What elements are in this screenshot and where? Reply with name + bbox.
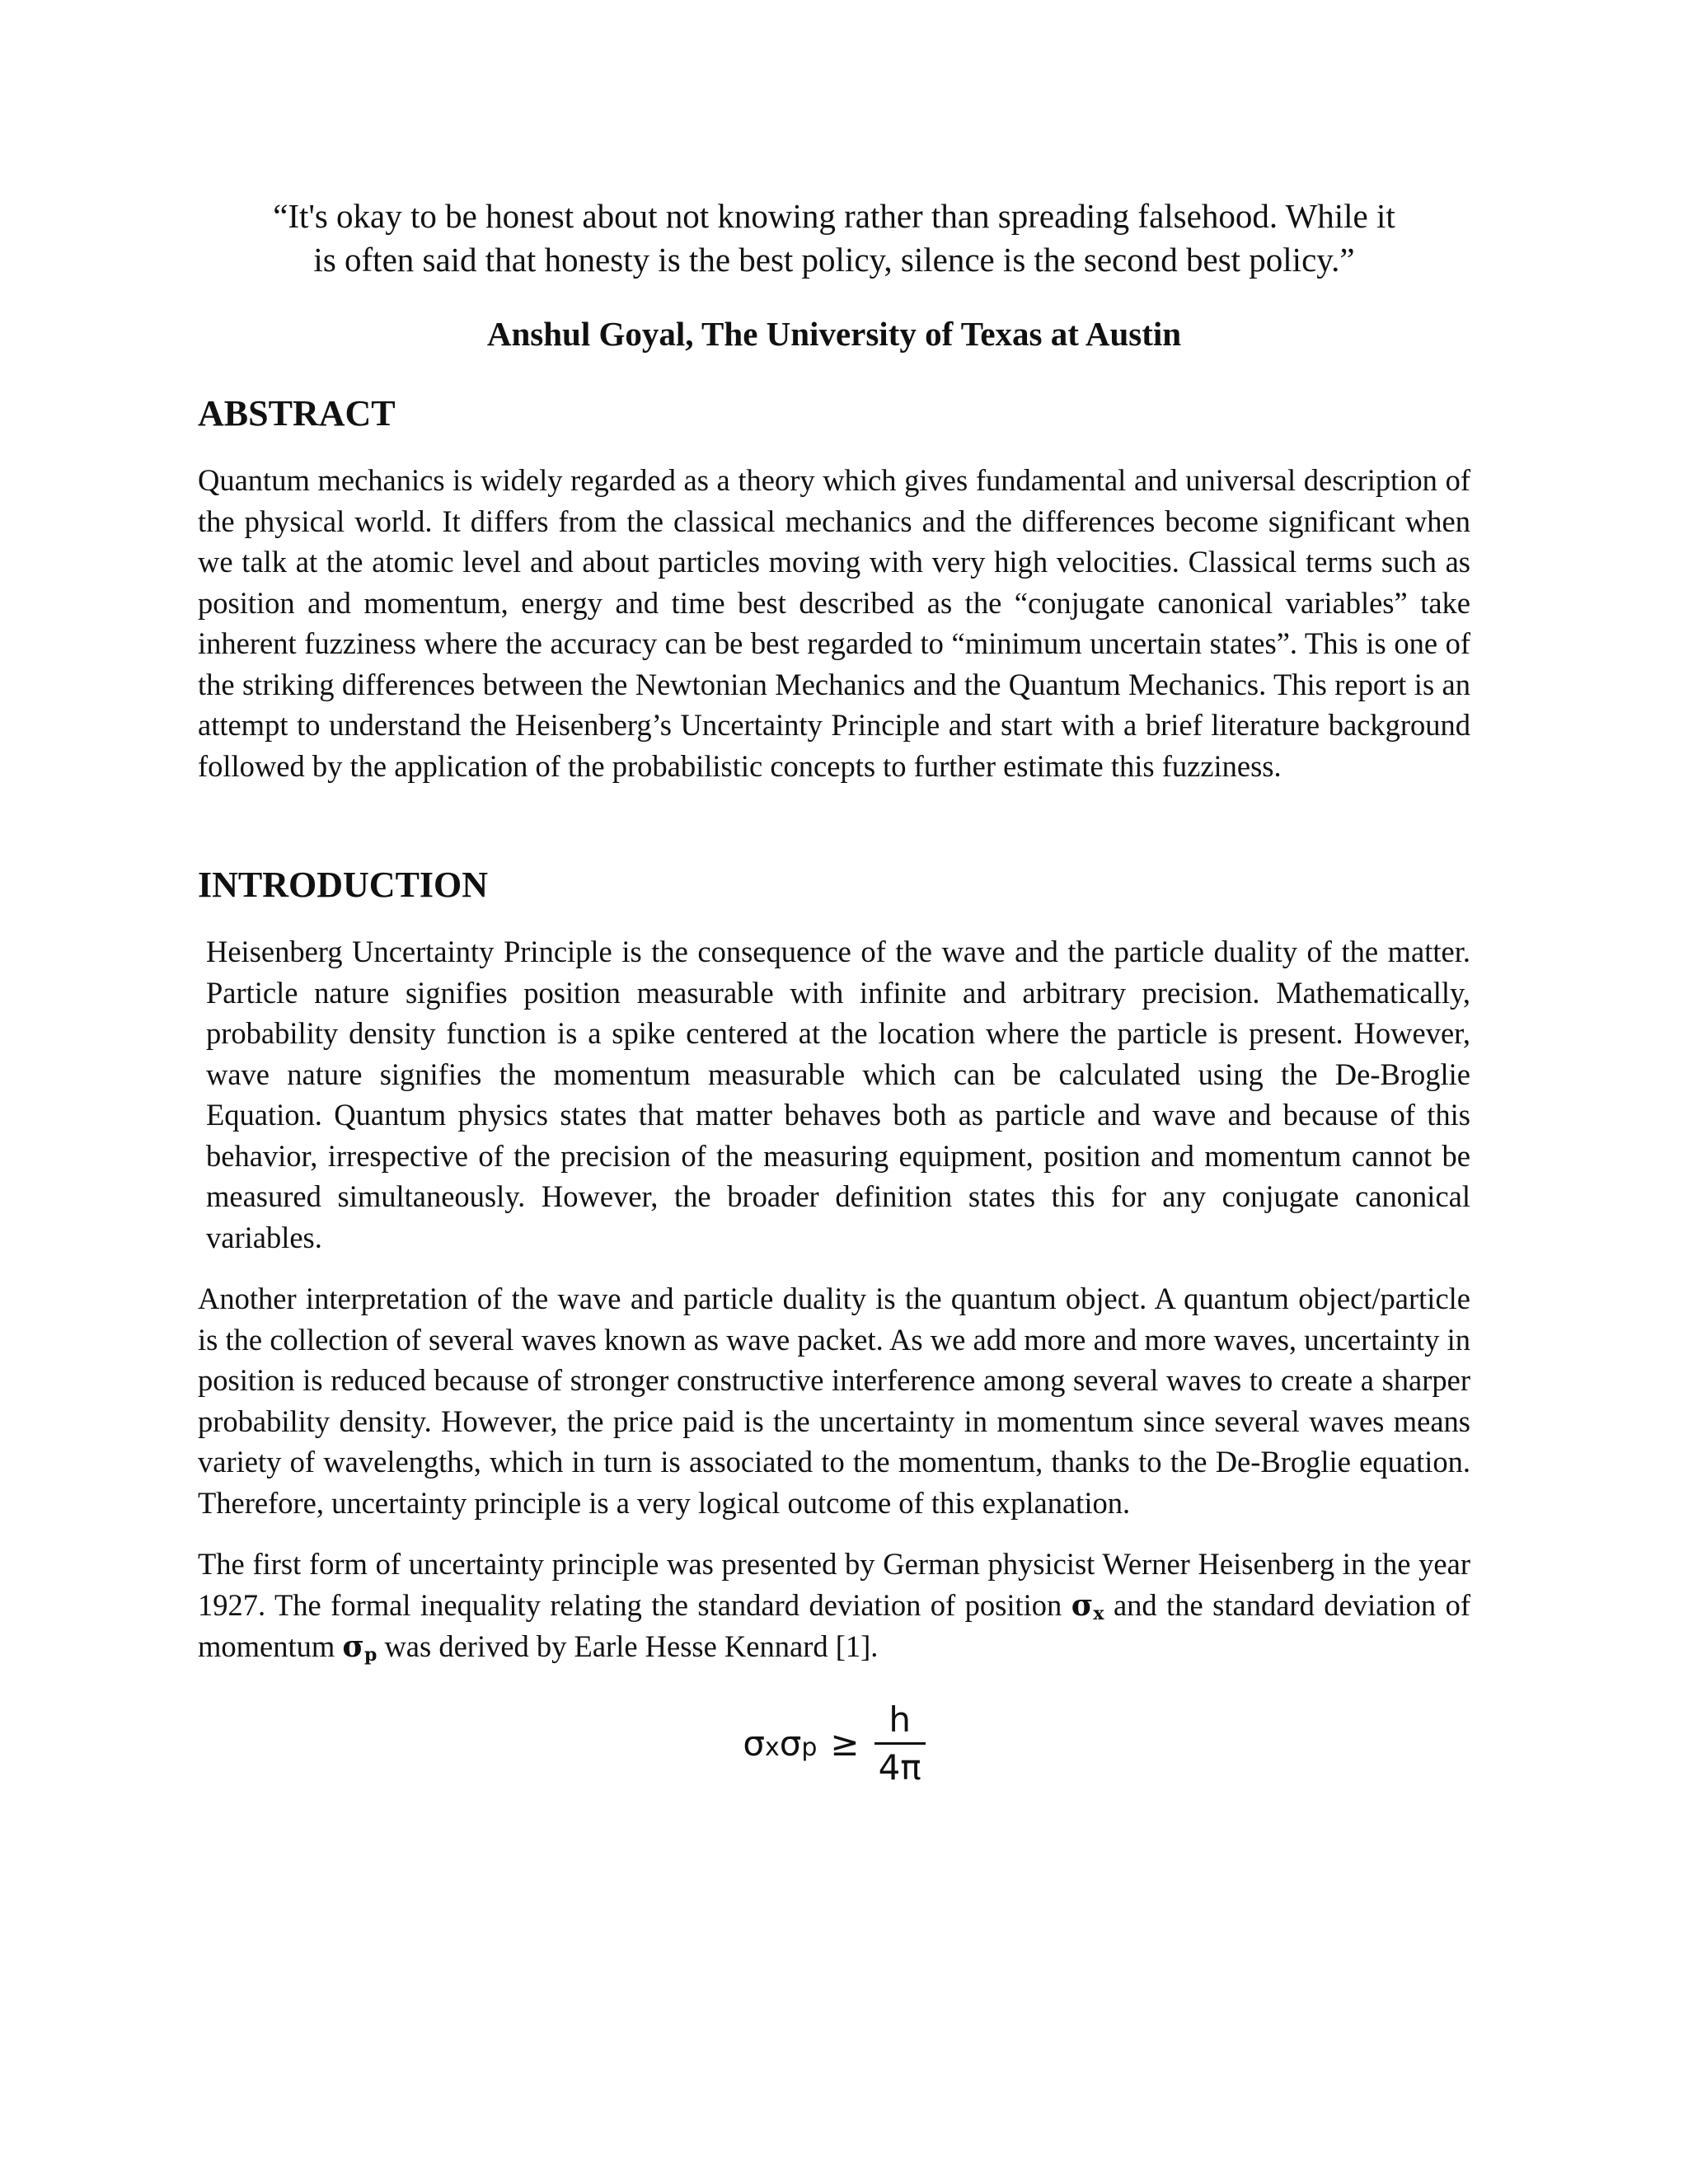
intro-paragraph-3-text-a: The first form of uncertainty principle was presented by German physicist Werner Heisenberg in the year 1927. The formal inequality relating the standard deviation of position (198, 1547, 1470, 1622)
equation-operator: ≥ (830, 1722, 860, 1764)
epigraph-line-1: “It's okay to be honest about not knowing rather than spreading falsehood. While it (273, 197, 1395, 235)
sigma-x-symbol: $\sigma_x$ (1071, 1587, 1104, 1624)
epigraph-line-2: is often said that honesty is the best policy, silence is the second best policy.” (313, 241, 1355, 279)
epigraph-quote (198, 194, 1470, 282)
abstract-heading: ABSTRACT (198, 393, 396, 434)
introduction-heading: INTRODUCTION (198, 865, 489, 905)
intro-paragraph-3-text-c: was derived by Earle Hesse Kennard [1]. (377, 1629, 879, 1663)
equation-fraction (874, 1699, 926, 1788)
equation-sigma-2: σ (779, 1722, 802, 1764)
equation-sigma-1: σ (743, 1722, 765, 1764)
intro-paragraph-3 (198, 1544, 1470, 1668)
sigma-p-symbol: $\sigma_p$ (342, 1629, 377, 1666)
equation-denominator: 4π (878, 1746, 921, 1788)
document-page (198, 194, 1470, 1788)
author-line: Anshul Goyal, The University of Texas at Austin (486, 315, 1182, 353)
intro-paragraph-1: Heisenberg Uncertainty Principle is the consequence of the wave and the particle duality of the matter. Particle nature signifies position measurable with infinite and arbitrary precision. Mathematically, probability density function is a spike centered at the location where the particle is present. However, wave nature signifies the momentum measurable which can be calculated using the De-Broglie Equation. Quantum physics states that matter behaves both as particle and wave and because of this behavior, irrespective of the precision of the measuring equipment, position and momentum cannot be measured simultaneously. However, the broader definition states this for any conjugate canonical variables. (206, 935, 1470, 1254)
equation-lhs: σ x σ p (743, 1722, 818, 1764)
intro-paragraph-2: Another interpretation of the wave and particle duality is the quantum object. A quantum object/particle is the collection of several waves known as wave packet. As we add more and more waves, uncertainty in position is reduced because of stronger constructive interference among several waves to create a sharper probability density. However, the price paid is the uncertainty in momentum since several waves means variety of wavelengths, which in turn is associated to the momentum, thanks to the De-Broglie equation. Therefore, uncertainty principle is a very logical outcome of this explanation. (198, 1282, 1470, 1520)
uncertainty-equation (198, 1699, 1470, 1788)
intro-paragraph-3-text-b: and the standard deviation of momentum (198, 1587, 1471, 1663)
equation-numerator: h (889, 1699, 911, 1740)
abstract-paragraph: Quantum mechanics is widely regarded as a theory which gives fundamental and universal description of the physical world. It differs from the classical mechanics and the differences become significant when we talk at the atomic level and about particles moving with very high velocities. Classical terms such as position and momentum, energy and time best described as the “conjugate canonical variables” take inherent fuzziness where the accuracy can be best regarded to “minimum uncertain states”. This is one of the striking differences between the Newtonian Mechanics and the Quantum Mechanics. This report is an attempt to understand the Heisenberg’s Uncertainty Principle and start with a brief literature background followed by the application of the probabilistic concepts to further estimate this fuzziness. (198, 463, 1470, 783)
